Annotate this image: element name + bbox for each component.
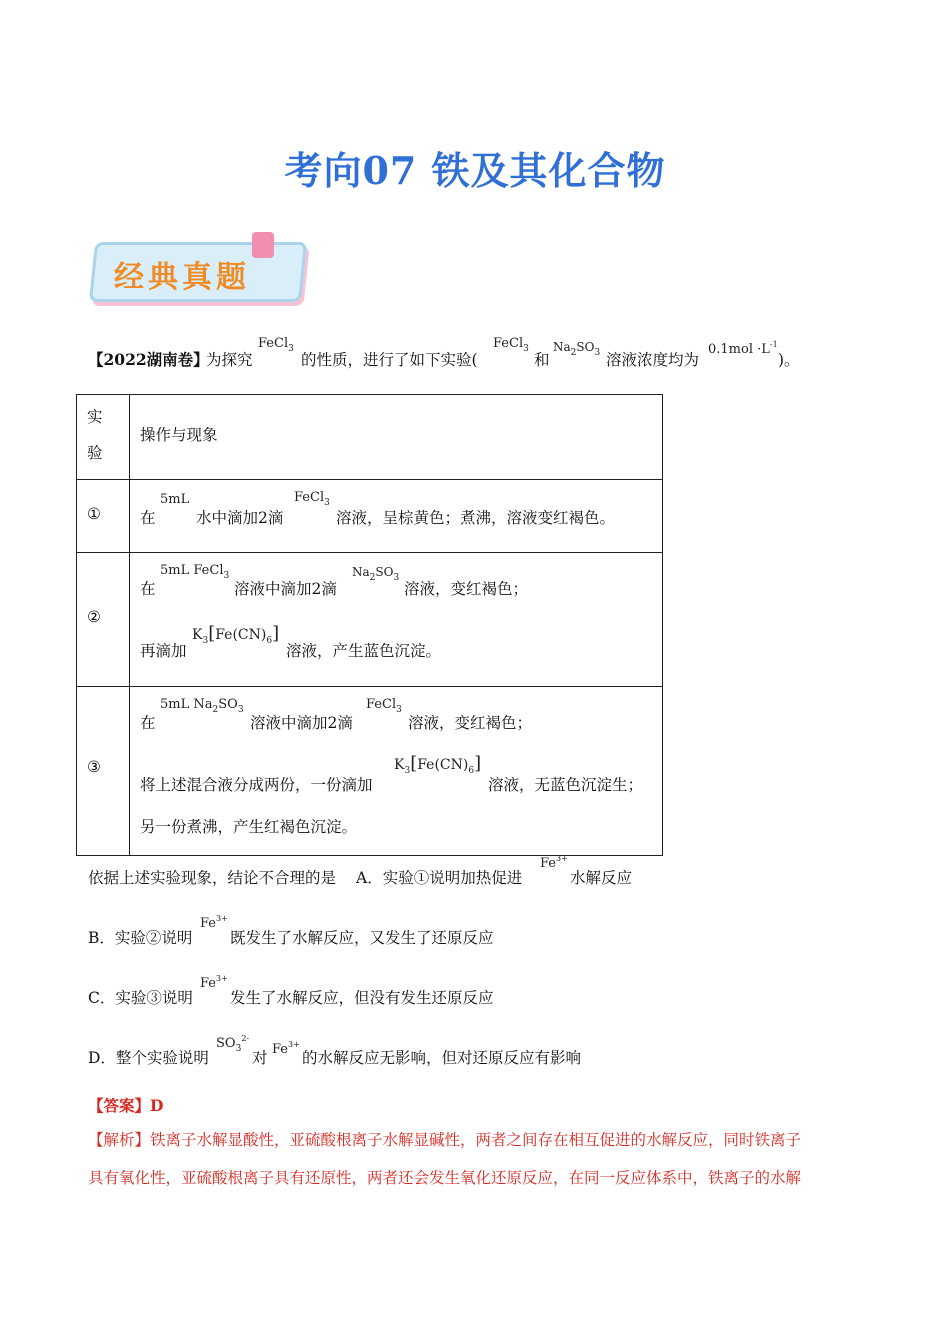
row-text: 水中滴加2滴 <box>196 509 284 527</box>
table-row <box>77 480 663 553</box>
table-row <box>77 553 663 687</box>
row-text: 在 <box>140 580 156 598</box>
answer: 【答案】D <box>88 1096 164 1115</box>
row-text: 溶液，呈棕黄色；煮沸，溶液变红褐色。 <box>336 509 616 527</box>
row-formula: 5mL FeCl$_3$ <box>160 563 230 581</box>
header-col1: 验 <box>87 444 103 462</box>
row-formula: $K_3[Fe(CN)_6]$ <box>394 753 482 776</box>
formula-fecl3: FeCl$_3$ <box>258 336 294 354</box>
row-text: 将上述混合液分成两份，一份滴加 <box>140 776 373 794</box>
row-text: 溶液，产生蓝色沉淀。 <box>286 642 442 660</box>
question-source: 【2022湖南卷】 <box>88 350 209 369</box>
row-text: 再滴加 <box>140 642 187 660</box>
formula-so3: $SO_3^{2-}$ <box>216 1034 250 1054</box>
row-text: 溶液，变红褐色； <box>404 580 529 598</box>
header-col1: 实 <box>87 408 103 426</box>
option-c: C．实验③说明 <box>88 989 193 1007</box>
row-formula: $K_3[Fe(CN)_6]$ <box>192 623 280 646</box>
intro-text: 溶液浓度均为 <box>606 351 700 369</box>
option-d: 的水解反应无影响，但对还原反应有影响 <box>302 1049 582 1067</box>
banner-label: 经典真题 <box>114 260 250 295</box>
formula-fecl3: FeCl$_3$ <box>493 336 529 354</box>
intro-text: 的性质，进行了如下实验( <box>301 351 478 369</box>
option-b: B．实验②说明 <box>88 929 193 947</box>
row-text: 溶液，无蓝色沉淀生； <box>488 776 644 794</box>
option-c: 发生了水解反应，但没有发生还原反应 <box>230 989 494 1007</box>
option-d: D．整个实验说明 <box>88 1049 209 1067</box>
option-b: 既发生了水解反应，又发生了还原反应 <box>230 929 494 947</box>
intro-text: 和 <box>534 351 550 369</box>
formula-na2so3: $Na_2SO_3$ <box>553 340 601 358</box>
concentration: $0.1mol \cdot L^{-1}$ <box>708 340 778 357</box>
row-number: ① <box>87 505 101 523</box>
row-text: 在 <box>140 509 156 527</box>
experiment-table <box>76 394 663 856</box>
option-d: 对 <box>252 1049 268 1067</box>
intro-text: 为探究 <box>206 351 253 369</box>
row-text: 另一份煮沸，产生红褐色沉淀。 <box>140 818 358 836</box>
analysis-line: 具有氧化性，亚硫酸根离子具有还原性，两者还会发生氧化还原反应，在同一反应体系中，铁离子的水解 <box>88 1169 802 1187</box>
row-formula: FeCl$_3$ <box>294 490 330 508</box>
row-text: 溶液中滴加2滴 <box>250 714 353 732</box>
formula-fe3: $Fe^{3+}$ <box>272 1040 300 1057</box>
analysis-line: 【解析】铁离子水解显酸性，亚硫酸根离子水解显碱性，两者之间存在相互促进的水解反应，同时铁离子 <box>88 1131 802 1149</box>
option-a: 水解反应 <box>570 869 633 887</box>
row-text: 在 <box>140 714 156 732</box>
intro-text: )。 <box>778 351 800 369</box>
table-header-row <box>77 395 663 480</box>
formula-fe3: $Fe^{3+}$ <box>540 854 568 871</box>
row-formula: FeCl$_3$ <box>366 697 402 715</box>
row-text: 溶液，变红褐色； <box>408 714 533 732</box>
row-text: 溶液中滴加2滴 <box>234 580 337 598</box>
options-lead: 依据上述实验现象，结论不合理的是 <box>88 869 337 887</box>
clip-icon <box>252 232 274 258</box>
formula-fe3: $Fe^{3+}$ <box>200 974 228 991</box>
table-row <box>77 687 663 856</box>
page-title: 考向07 铁及其化合物 <box>284 148 666 193</box>
row-number: ② <box>87 608 101 626</box>
section-banner <box>92 236 302 296</box>
option-a: A．实验①说明加热促进 <box>356 869 523 887</box>
header-col2: 操作与现象 <box>140 426 218 444</box>
row-formula: $Na_2SO_3$ <box>352 565 400 583</box>
row-formula: 5mL <box>160 492 190 507</box>
row-formula: 5mL $Na_2SO_3$ <box>160 697 244 715</box>
formula-fe3: $Fe^{3+}$ <box>200 914 228 931</box>
row-number: ③ <box>87 758 101 776</box>
